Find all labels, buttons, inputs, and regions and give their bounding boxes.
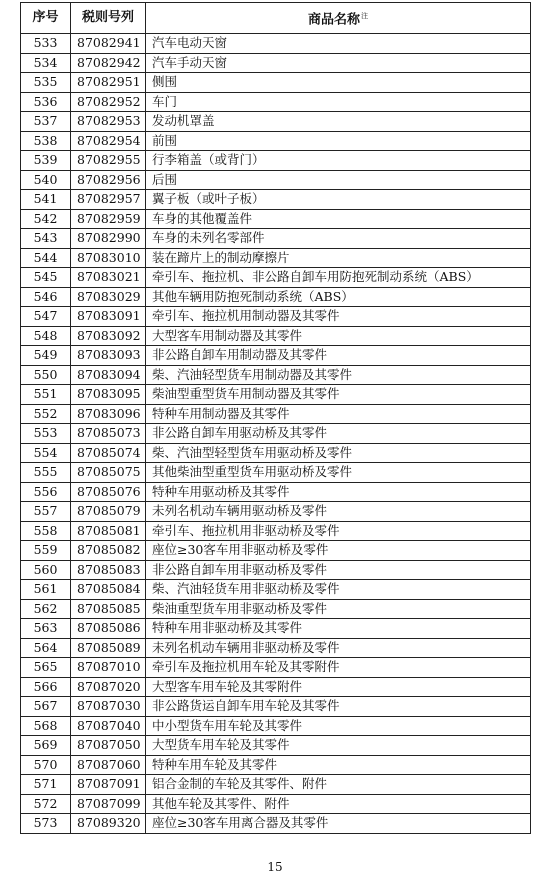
table-row: [21, 716, 531, 736]
row-seq: 536: [21, 92, 71, 112]
header-name: [146, 3, 531, 34]
row-code: 87087040: [71, 716, 146, 736]
row-seq: 540: [21, 170, 71, 190]
row-code: 87085085: [71, 599, 146, 619]
row-name: 特种车用非驱动桥及其零件: [146, 619, 531, 639]
row-code: 87085083: [71, 560, 146, 580]
table-row: [21, 268, 531, 288]
row-code: 87083010: [71, 248, 146, 268]
header-seq: 序号: [21, 3, 71, 34]
row-seq: 557: [21, 502, 71, 522]
row-code: 87085079: [71, 502, 146, 522]
row-code: 87085073: [71, 424, 146, 444]
table-row: [21, 560, 531, 580]
row-code: 87082942: [71, 53, 146, 73]
row-name: 前围: [146, 131, 531, 151]
row-seq: 539: [21, 151, 71, 171]
row-code: 87083096: [71, 404, 146, 424]
row-seq: 561: [21, 580, 71, 600]
row-code: 87082941: [71, 34, 146, 54]
table-row: [21, 34, 531, 54]
table-row: [21, 73, 531, 93]
row-seq: 551: [21, 385, 71, 405]
row-code: 87087091: [71, 775, 146, 795]
row-seq: 543: [21, 229, 71, 249]
row-code: 87082956: [71, 170, 146, 190]
table-row: [21, 599, 531, 619]
row-name: 牵引车、拖拉机用制动器及其零件: [146, 307, 531, 327]
page-number: 15: [267, 860, 283, 874]
table-body: [21, 34, 531, 834]
table-row: [21, 580, 531, 600]
row-code: 87082955: [71, 151, 146, 171]
table-row: [21, 92, 531, 112]
row-seq: 554: [21, 443, 71, 463]
table-row: [21, 424, 531, 444]
row-name: 大型客车用制动器及其零件: [146, 326, 531, 346]
table-row: [21, 112, 531, 132]
table-row: [21, 248, 531, 268]
table-row: [21, 502, 531, 522]
row-seq: 573: [21, 814, 71, 834]
row-code: 87083021: [71, 268, 146, 288]
row-seq: 544: [21, 248, 71, 268]
row-name: 柴油型重型货车用制动器及其零件: [146, 385, 531, 405]
row-seq: 555: [21, 463, 71, 483]
row-code: 87087010: [71, 658, 146, 678]
row-name: 未列名机动车辆用非驱动桥及零件: [146, 638, 531, 658]
row-seq: 545: [21, 268, 71, 288]
document-page: [20, 2, 530, 834]
row-code: 87083091: [71, 307, 146, 327]
table-row: [21, 482, 531, 502]
row-code: 87087060: [71, 755, 146, 775]
row-seq: 560: [21, 560, 71, 580]
row-seq: 571: [21, 775, 71, 795]
table-row: [21, 365, 531, 385]
row-seq: 533: [21, 34, 71, 54]
row-code: 87082952: [71, 92, 146, 112]
row-seq: 570: [21, 755, 71, 775]
row-seq: 572: [21, 794, 71, 814]
row-name: 特种车用车轮及其零件: [146, 755, 531, 775]
row-seq: 542: [21, 209, 71, 229]
row-code: 87082951: [71, 73, 146, 93]
row-seq: 556: [21, 482, 71, 502]
row-name: 非公路自卸车用驱动桥及其零件: [146, 424, 531, 444]
row-name: 汽车电动天窗: [146, 34, 531, 54]
tariff-table: [20, 2, 531, 834]
table-row: [21, 755, 531, 775]
row-code: 87083092: [71, 326, 146, 346]
row-name: 汽车手动天窗: [146, 53, 531, 73]
row-name: 装在蹄片上的制动摩擦片: [146, 248, 531, 268]
table-row: [21, 619, 531, 639]
row-seq: 558: [21, 521, 71, 541]
table-row: [21, 326, 531, 346]
table-row: [21, 736, 531, 756]
table-row: [21, 151, 531, 171]
row-seq: 534: [21, 53, 71, 73]
table-row: [21, 677, 531, 697]
row-name: 座位≥30客车用离合器及其零件: [146, 814, 531, 834]
row-code: 87082953: [71, 112, 146, 132]
table-row: [21, 638, 531, 658]
table-row: [21, 541, 531, 561]
row-code: 87085082: [71, 541, 146, 561]
row-name: 非公路货运自卸车用车轮及其零件: [146, 697, 531, 717]
row-seq: 562: [21, 599, 71, 619]
row-name: 大型货车用车轮及其零件: [146, 736, 531, 756]
table-row: [21, 697, 531, 717]
row-code: 87087099: [71, 794, 146, 814]
row-code: 87085089: [71, 638, 146, 658]
row-seq: 549: [21, 346, 71, 366]
row-seq: 550: [21, 365, 71, 385]
table-row: [21, 775, 531, 795]
row-name: 柴、汽油轻型货车用制动器及其零件: [146, 365, 531, 385]
row-seq: 567: [21, 697, 71, 717]
row-name: 特种车用制动器及其零件: [146, 404, 531, 424]
row-code: 87083094: [71, 365, 146, 385]
row-name: 未列名机动车辆用驱动桥及零件: [146, 502, 531, 522]
row-seq: 563: [21, 619, 71, 639]
row-seq: 564: [21, 638, 71, 658]
table-row: [21, 814, 531, 834]
row-seq: 569: [21, 736, 71, 756]
row-seq: 548: [21, 326, 71, 346]
row-seq: 538: [21, 131, 71, 151]
table-header: [21, 3, 531, 34]
row-name: 大型客车用车轮及其零附件: [146, 677, 531, 697]
row-code: 87082959: [71, 209, 146, 229]
header-name-label: 商品名称: [307, 12, 360, 28]
row-code: 87083095: [71, 385, 146, 405]
row-seq: 546: [21, 287, 71, 307]
table-row: [21, 287, 531, 307]
row-name: 铝合金制的车轮及其零件、附件: [146, 775, 531, 795]
row-seq: 553: [21, 424, 71, 444]
table-row: [21, 658, 531, 678]
row-code: 87085076: [71, 482, 146, 502]
row-name: 侧围: [146, 73, 531, 93]
header-name-note: 注: [361, 12, 368, 20]
row-name: 其他柴油型重型货车用驱动桥及零件: [146, 463, 531, 483]
row-name: 行李箱盖（或背门）: [146, 151, 531, 171]
row-name: 牵引车及拖拉机用车轮及其零附件: [146, 658, 531, 678]
header-row: [21, 3, 531, 34]
row-name: 牵引车、拖拉机用非驱动桥及零件: [146, 521, 531, 541]
row-code: 87085084: [71, 580, 146, 600]
row-name: 柴油重型货车用非驱动桥及零件: [146, 599, 531, 619]
row-name: 座位≥30客车用非驱动桥及零件: [146, 541, 531, 561]
table-row: [21, 170, 531, 190]
row-code: 87089320: [71, 814, 146, 834]
row-name: 柴、汽油轻货车用非驱动桥及零件: [146, 580, 531, 600]
table-row: [21, 794, 531, 814]
row-name: 中小型货车用车轮及其零件: [146, 716, 531, 736]
row-name: 特种车用驱动桥及其零件: [146, 482, 531, 502]
row-seq: 535: [21, 73, 71, 93]
row-name: 其他车辆用防抱死制动系统（ABS）: [146, 287, 531, 307]
row-code: 87085074: [71, 443, 146, 463]
table-row: [21, 404, 531, 424]
table-row: [21, 53, 531, 73]
row-seq: 565: [21, 658, 71, 678]
row-name: 车身的未列名零部件: [146, 229, 531, 249]
row-code: 87082954: [71, 131, 146, 151]
table-row: [21, 190, 531, 210]
table-row: [21, 131, 531, 151]
row-name: 非公路自卸车用非驱动桥及零件: [146, 560, 531, 580]
row-name: 非公路自卸车用制动器及其零件: [146, 346, 531, 366]
header-code: 税则号列: [71, 3, 146, 34]
row-name: 车身的其他覆盖件: [146, 209, 531, 229]
table-row: [21, 443, 531, 463]
table-row: [21, 209, 531, 229]
row-seq: 537: [21, 112, 71, 132]
row-name: 车门: [146, 92, 531, 112]
table-row: [21, 346, 531, 366]
row-name: 发动机罩盖: [146, 112, 531, 132]
table-row: [21, 463, 531, 483]
row-seq: 547: [21, 307, 71, 327]
row-code: 87087020: [71, 677, 146, 697]
row-code: 87087030: [71, 697, 146, 717]
row-name: 后围: [146, 170, 531, 190]
row-name: 其他车轮及其零件、附件: [146, 794, 531, 814]
row-seq: 559: [21, 541, 71, 561]
table-row: [21, 521, 531, 541]
table-row: [21, 385, 531, 405]
row-code: 87083029: [71, 287, 146, 307]
row-code: 87085081: [71, 521, 146, 541]
row-name: 柴、汽油型轻型货车用驱动桥及零件: [146, 443, 531, 463]
row-seq: 566: [21, 677, 71, 697]
row-name: 翼子板（或叶子板）: [146, 190, 531, 210]
row-seq: 541: [21, 190, 71, 210]
row-code: 87085075: [71, 463, 146, 483]
row-seq: 552: [21, 404, 71, 424]
row-code: 87083093: [71, 346, 146, 366]
table-row: [21, 307, 531, 327]
row-code: 87087050: [71, 736, 146, 756]
row-code: 87082957: [71, 190, 146, 210]
table-row: [21, 229, 531, 249]
row-name: 牵引车、拖拉机、非公路自卸车用防抱死制动系统（ABS）: [146, 268, 531, 288]
row-code: 87085086: [71, 619, 146, 639]
row-seq: 568: [21, 716, 71, 736]
row-code: 87082990: [71, 229, 146, 249]
